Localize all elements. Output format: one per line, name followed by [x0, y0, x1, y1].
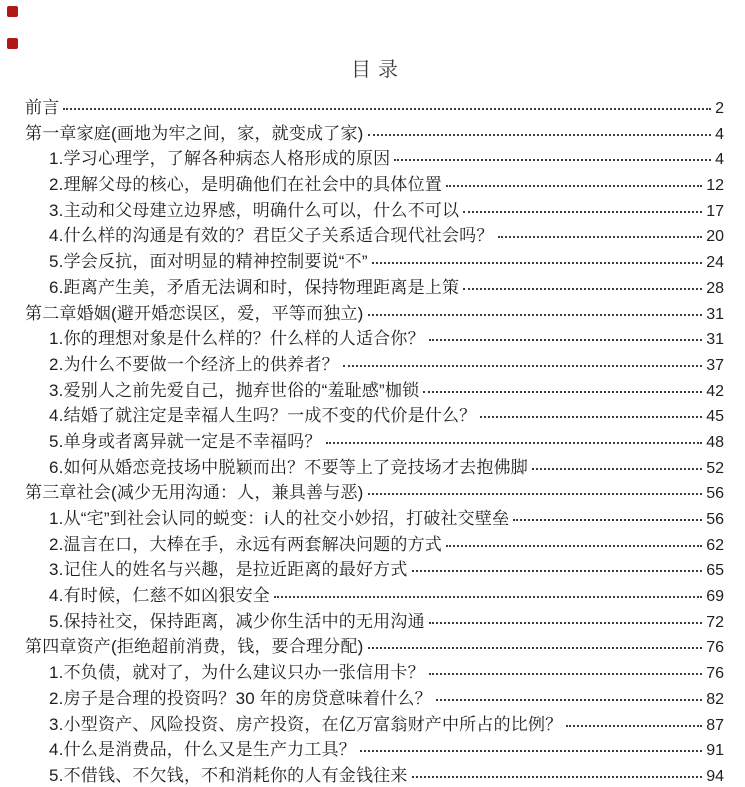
dot-leader	[446, 545, 702, 547]
toc-entry-page-number: 2	[715, 100, 724, 117]
toc-entry-page-number: 76	[706, 639, 724, 657]
dot-leader	[343, 365, 702, 367]
toc-entry-page-number: 91	[706, 742, 724, 760]
toc-entry-page-number: 56	[706, 485, 724, 503]
dot-leader	[463, 288, 702, 290]
toc-entry[interactable]	[25, 427, 724, 453]
toc-entry[interactable]	[25, 401, 724, 427]
toc-entry-page-number: 17	[706, 202, 724, 220]
toc-entry[interactable]	[25, 93, 724, 119]
toc-entry-page-number: 87	[706, 716, 724, 734]
dot-leader	[566, 725, 702, 727]
dot-leader	[394, 159, 711, 161]
toc-entry[interactable]	[25, 581, 724, 607]
toc-entry[interactable]	[25, 273, 724, 299]
toc-entry[interactable]	[25, 658, 724, 684]
toc-entry-page-number: 94	[706, 767, 724, 785]
toc-entry-label: 3.爱别人之前先爱自己，抛弃世俗的“羞耻感”枷锁	[49, 380, 420, 400]
toc-title: 目录	[351, 59, 405, 81]
dot-leader	[532, 468, 702, 470]
toc-entry-label: 2.理解父母的核心，是明确他们在社会中的具体位置	[49, 175, 442, 195]
dot-leader	[368, 493, 703, 495]
toc-entry-label: 1.你的理想对象是什么样的？什么样的人适合你？	[49, 329, 425, 349]
toc-entry-page-number: 56	[706, 511, 724, 528]
toc-entry-label: 第二章婚姻(避开婚恋误区，爱，平等而独立)	[25, 303, 364, 323]
toc-entry-label: 3.主动和父母建立边界感，明确什么可以，什么不可以	[49, 200, 460, 220]
dot-leader	[372, 262, 703, 264]
toc-entry-page-number: 69	[706, 588, 724, 606]
toc-entry-page-number: 42	[706, 382, 724, 400]
dot-leader	[429, 622, 702, 624]
toc-entry[interactable]	[25, 221, 724, 247]
toc-entry-page-number: 4	[715, 151, 724, 169]
toc-entry-label: 第一章家庭(画地为牢之间，家，就变成了家)	[25, 123, 364, 143]
toc-entry-label: 5.单身或者离异就一定是不幸福吗？	[49, 431, 322, 451]
toc-entry[interactable]	[25, 247, 724, 273]
toc-entry-label: 4.有时候，仁慈不如凶狠安全	[49, 586, 270, 606]
toc-entry[interactable]	[25, 196, 724, 222]
toc-entry[interactable]	[25, 453, 724, 479]
toc-entry-label: 4.什么是消费品，什么又是生产力工具？	[49, 740, 356, 760]
toc-entry[interactable]	[25, 350, 724, 376]
toc-entry[interactable]	[25, 144, 724, 170]
toc-entry-page-number: 4	[715, 125, 724, 143]
toc-entry[interactable]	[25, 478, 724, 504]
dot-leader	[412, 776, 703, 778]
dot-leader	[436, 699, 702, 701]
toc-entry[interactable]	[25, 324, 724, 350]
toc-entry[interactable]	[25, 504, 724, 530]
toc-entry[interactable]	[25, 530, 724, 556]
toc-entry-label: 3.小型资产、风险投资、房产投资，在亿万富翁财产中所占的比例？	[49, 714, 563, 734]
dot-leader	[498, 236, 703, 238]
toc-entry[interactable]	[25, 607, 724, 633]
toc-entry-label: 4.结婚了就注定是幸福人生吗？一成不变的代价是什么？	[49, 406, 477, 426]
toc-entry-page-number: 72	[706, 613, 724, 631]
toc-entry-label: 5.保持社交，保持距离，减少你生活中的无用沟通	[49, 611, 425, 631]
toc-entry[interactable]	[25, 761, 724, 787]
toc-entry[interactable]	[25, 299, 724, 325]
toc-list	[25, 93, 724, 787]
toc-entry[interactable]	[25, 684, 724, 710]
dot-leader	[63, 108, 711, 110]
dot-leader	[412, 570, 703, 572]
toc-entry[interactable]	[25, 735, 724, 761]
toc-entry-label: 4.什么样的沟通是有效的？君臣父子关系适合现代社会吗？	[49, 226, 494, 246]
dot-leader	[513, 519, 702, 521]
toc-entry-label: 2.房子是合理的投资吗？30 年的房贷意味着什么？	[49, 688, 432, 708]
toc-entry-page-number: 76	[706, 665, 724, 683]
dot-leader	[360, 750, 702, 752]
toc-entry-label: 1.不负债，就对了，为什么建议只办一张信用卡？	[49, 663, 425, 683]
toc-entry-page-number: 28	[706, 279, 724, 297]
toc-entry-label: 2.为什么不要做一个经济上的供养者？	[49, 354, 339, 374]
red-annotation-marker-icon	[7, 38, 18, 49]
dot-leader	[368, 134, 712, 136]
toc-entry-label: 第三章社会(减少无用沟通：人，兼具善与恶)	[25, 483, 364, 503]
toc-entry-label: 1.学习心理学，了解各种病态人格形成的原因	[49, 149, 391, 169]
toc-entry-label: 第四章资产(拒绝超前消费，钱，要合理分配)	[25, 637, 364, 657]
toc-entry-label: 1.从“宅”到社会认同的蜕变：i人的社交小妙招，打破社交壁垒	[49, 509, 510, 528]
toc-entry-label: 6.如何从婚恋竞技场中脱颖而出？不要等上了竞技场才去抱佛脚	[49, 457, 528, 477]
toc-entry[interactable]	[25, 632, 724, 658]
toc-entry-label: 前言	[25, 98, 60, 117]
dot-leader	[326, 442, 703, 444]
toc-entry[interactable]	[25, 170, 724, 196]
toc-entry-page-number: 31	[706, 331, 724, 349]
dot-leader	[368, 647, 703, 649]
dot-leader	[446, 185, 702, 187]
toc-entry-page-number: 62	[706, 536, 724, 554]
toc-entry-page-number: 24	[706, 254, 724, 272]
dot-leader	[429, 339, 702, 341]
dot-leader	[368, 314, 703, 316]
toc-entry-page-number: 48	[706, 433, 724, 451]
toc-entry[interactable]	[25, 710, 724, 736]
toc-entry-label: 6.距离产生美，矛盾无法调和时，保持物理距离是上策	[49, 277, 460, 297]
dot-leader	[423, 391, 702, 393]
toc-entry-page-number: 31	[706, 305, 724, 323]
toc-entry-page-number: 20	[706, 228, 724, 246]
toc-entry[interactable]	[25, 119, 724, 145]
toc-entry-page-number: 12	[706, 177, 724, 195]
dot-leader	[274, 596, 702, 598]
toc-entry-label: 2.温言在口，大棒在手，永远有两套解决问题的方式	[49, 534, 442, 554]
red-annotation-marker-icon	[7, 6, 18, 17]
toc-entry-page-number: 45	[706, 408, 724, 426]
toc-entry[interactable]	[25, 555, 724, 581]
toc-entry-page-number: 65	[706, 562, 724, 580]
toc-entry-page-number: 37	[706, 356, 724, 374]
dot-leader	[463, 211, 702, 213]
dot-leader	[429, 673, 702, 675]
toc-entry-label: 5.不借钱、不欠钱，不和消耗你的人有金钱往来	[49, 765, 408, 785]
toc-entry-page-number: 82	[706, 690, 724, 708]
dot-leader	[480, 416, 702, 418]
toc-entry-label: 3.记住人的姓名与兴趣，是拉近距离的最好方式	[49, 560, 408, 580]
toc-entry-page-number: 52	[706, 459, 724, 477]
toc-entry-label: 5.学会反抗，面对明显的精神控制要说“不”	[49, 252, 368, 272]
toc-entry[interactable]	[25, 376, 724, 402]
